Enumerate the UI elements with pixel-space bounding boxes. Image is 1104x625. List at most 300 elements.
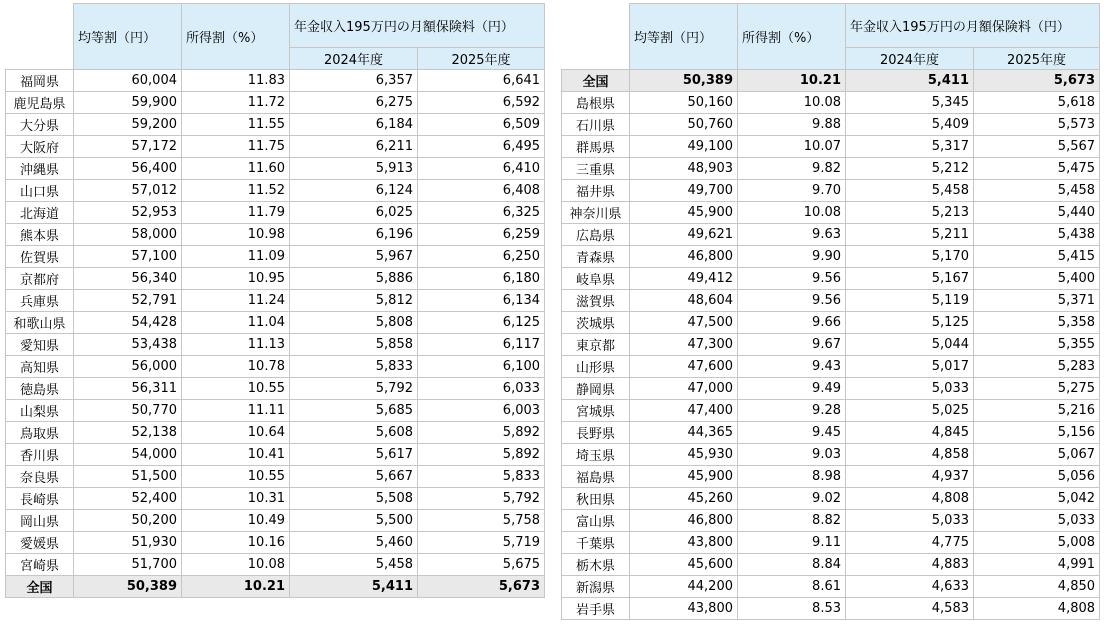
flat-rate-cell: 49,412 bbox=[630, 268, 738, 290]
flat-rate-cell: 46,800 bbox=[630, 510, 738, 532]
flat-rate-cell: 50,200 bbox=[74, 510, 182, 532]
premium-2024-cell: 5,458 bbox=[846, 180, 974, 202]
premium-2025-cell: 5,415 bbox=[974, 246, 1100, 268]
table-row bbox=[562, 356, 1100, 378]
flat-rate-cell: 44,200 bbox=[630, 576, 738, 598]
prefecture-cell: 栃木県 bbox=[562, 554, 630, 576]
income-rate-cell: 10.21 bbox=[738, 70, 846, 92]
prefecture-cell: 鳥取県 bbox=[6, 422, 74, 444]
premium-2025-cell: 5,056 bbox=[974, 466, 1100, 488]
table-row bbox=[562, 202, 1100, 224]
flat-rate-cell: 47,000 bbox=[630, 378, 738, 400]
premium-2024-cell: 5,608 bbox=[290, 422, 418, 444]
premium-2024-cell: 6,275 bbox=[290, 92, 418, 114]
prefecture-cell: 三重県 bbox=[562, 158, 630, 180]
premium-2025-cell: 5,371 bbox=[974, 290, 1100, 312]
premium-2024-cell: 5,685 bbox=[290, 400, 418, 422]
premium-2024-cell: 6,196 bbox=[290, 224, 418, 246]
prefecture-cell: 埼玉県 bbox=[562, 444, 630, 466]
table-row bbox=[562, 510, 1100, 532]
premium-2024-cell: 5,170 bbox=[846, 246, 974, 268]
premium-2024-cell: 5,409 bbox=[846, 114, 974, 136]
premium-2025-cell: 5,618 bbox=[974, 92, 1100, 114]
income-rate-cell: 11.09 bbox=[182, 246, 290, 268]
flat-rate-cell: 50,160 bbox=[630, 92, 738, 114]
prefecture-cell: 島根県 bbox=[562, 92, 630, 114]
prefecture-cell: 福井県 bbox=[562, 180, 630, 202]
flat-rate-cell: 46,800 bbox=[630, 246, 738, 268]
premium-2025-cell: 6,592 bbox=[418, 92, 545, 114]
table-row bbox=[562, 312, 1100, 334]
premium-2025-cell: 5,719 bbox=[418, 532, 545, 554]
premium-2024-cell: 6,211 bbox=[290, 136, 418, 158]
income-rate-cell: 10.98 bbox=[182, 224, 290, 246]
flat-rate-cell: 49,100 bbox=[630, 136, 738, 158]
flat-rate-cell: 45,930 bbox=[630, 444, 738, 466]
table-row bbox=[562, 422, 1100, 444]
header-fy2024: 2024年度 bbox=[846, 48, 974, 70]
table-row bbox=[562, 246, 1100, 268]
prefecture-cell: 長崎県 bbox=[6, 488, 74, 510]
premium-2025-cell: 4,808 bbox=[974, 598, 1100, 620]
premium-2024-cell: 5,808 bbox=[290, 312, 418, 334]
premium-2024-cell: 4,633 bbox=[846, 576, 974, 598]
header-corner bbox=[6, 4, 74, 70]
flat-rate-cell: 54,428 bbox=[74, 312, 182, 334]
income-rate-cell: 11.83 bbox=[182, 70, 290, 92]
premium-2024-cell: 6,025 bbox=[290, 202, 418, 224]
income-rate-cell: 9.28 bbox=[738, 400, 846, 422]
income-rate-cell: 10.08 bbox=[738, 202, 846, 224]
premium-2024-cell: 5,033 bbox=[846, 378, 974, 400]
premium-2025-cell: 6,117 bbox=[418, 334, 545, 356]
premium-2024-cell: 5,508 bbox=[290, 488, 418, 510]
premium-2025-cell: 5,156 bbox=[974, 422, 1100, 444]
premium-2025-cell: 5,283 bbox=[974, 356, 1100, 378]
prefecture-cell: 全国 bbox=[6, 576, 74, 598]
income-rate-cell: 9.66 bbox=[738, 312, 846, 334]
income-rate-cell: 10.95 bbox=[182, 268, 290, 290]
table-row bbox=[6, 444, 545, 466]
premium-2024-cell: 5,617 bbox=[290, 444, 418, 466]
prefecture-cell: 石川県 bbox=[562, 114, 630, 136]
table-row bbox=[562, 290, 1100, 312]
table-body-left bbox=[6, 70, 545, 598]
premium-2025-cell: 6,125 bbox=[418, 312, 545, 334]
income-rate-cell: 10.21 bbox=[182, 576, 290, 598]
prefecture-cell: 佐賀県 bbox=[6, 246, 74, 268]
prefecture-cell: 山形県 bbox=[562, 356, 630, 378]
prefecture-cell: 青森県 bbox=[562, 246, 630, 268]
premium-2025-cell: 5,567 bbox=[974, 136, 1100, 158]
table-row bbox=[6, 92, 545, 114]
flat-rate-cell: 47,400 bbox=[630, 400, 738, 422]
table-row bbox=[6, 290, 545, 312]
income-rate-cell: 10.08 bbox=[738, 92, 846, 114]
premium-2025-cell: 5,475 bbox=[974, 158, 1100, 180]
total-row bbox=[6, 576, 545, 598]
table-row bbox=[562, 598, 1100, 620]
prefecture-cell: 滋賀県 bbox=[562, 290, 630, 312]
header-fy2025: 2025年度 bbox=[418, 48, 545, 70]
premium-2025-cell: 6,100 bbox=[418, 356, 545, 378]
premium-2025-cell: 6,641 bbox=[418, 70, 545, 92]
table-row bbox=[6, 510, 545, 532]
income-rate-cell: 11.24 bbox=[182, 290, 290, 312]
prefecture-cell: 岡山県 bbox=[6, 510, 74, 532]
prefecture-cell: 長野県 bbox=[562, 422, 630, 444]
table-row bbox=[6, 246, 545, 268]
header-monthly-premium: 年金収入195万円の月額保険料（円） bbox=[846, 4, 1100, 48]
table-row bbox=[6, 532, 545, 554]
flat-rate-cell: 57,172 bbox=[74, 136, 182, 158]
income-rate-cell: 11.11 bbox=[182, 400, 290, 422]
premium-2024-cell: 5,500 bbox=[290, 510, 418, 532]
income-rate-cell: 9.43 bbox=[738, 356, 846, 378]
income-rate-cell: 9.56 bbox=[738, 290, 846, 312]
premium-2024-cell: 5,119 bbox=[846, 290, 974, 312]
premium-2025-cell: 6,408 bbox=[418, 180, 545, 202]
premium-2024-cell: 5,833 bbox=[290, 356, 418, 378]
premium-2025-cell: 5,067 bbox=[974, 444, 1100, 466]
table-row bbox=[562, 488, 1100, 510]
table-row bbox=[6, 378, 545, 400]
income-rate-cell: 11.72 bbox=[182, 92, 290, 114]
table-row bbox=[562, 444, 1100, 466]
prefecture-cell: 愛知県 bbox=[6, 334, 74, 356]
income-rate-cell: 9.03 bbox=[738, 444, 846, 466]
flat-rate-cell: 45,900 bbox=[630, 466, 738, 488]
income-rate-cell: 10.07 bbox=[738, 136, 846, 158]
flat-rate-cell: 50,389 bbox=[74, 576, 182, 598]
flat-rate-cell: 56,000 bbox=[74, 356, 182, 378]
premium-2024-cell: 5,345 bbox=[846, 92, 974, 114]
premium-2025-cell: 5,440 bbox=[974, 202, 1100, 224]
flat-rate-cell: 51,700 bbox=[74, 554, 182, 576]
income-rate-cell: 9.11 bbox=[738, 532, 846, 554]
premium-2025-cell: 6,180 bbox=[418, 268, 545, 290]
table-row bbox=[6, 334, 545, 356]
table-row bbox=[562, 224, 1100, 246]
income-rate-cell: 10.55 bbox=[182, 378, 290, 400]
income-rate-cell: 11.04 bbox=[182, 312, 290, 334]
flat-rate-cell: 52,400 bbox=[74, 488, 182, 510]
premium-2024-cell: 5,125 bbox=[846, 312, 974, 334]
header-income-rate: 所得割（%） bbox=[182, 4, 290, 70]
prefecture-cell: 東京都 bbox=[562, 334, 630, 356]
flat-rate-cell: 44,365 bbox=[630, 422, 738, 444]
prefecture-cell: 山口県 bbox=[6, 180, 74, 202]
flat-rate-cell: 43,800 bbox=[630, 532, 738, 554]
table-row bbox=[562, 114, 1100, 136]
prefecture-cell: 静岡県 bbox=[562, 378, 630, 400]
table-row bbox=[562, 180, 1100, 202]
flat-rate-cell: 47,500 bbox=[630, 312, 738, 334]
table-row bbox=[6, 400, 545, 422]
premium-2025-cell: 5,792 bbox=[418, 488, 545, 510]
table-row bbox=[6, 224, 545, 246]
prefecture-cell: 広島県 bbox=[562, 224, 630, 246]
premium-2025-cell: 5,758 bbox=[418, 510, 545, 532]
table-row bbox=[6, 312, 545, 334]
table-row bbox=[6, 158, 545, 180]
table-row bbox=[562, 92, 1100, 114]
premium-2024-cell: 5,167 bbox=[846, 268, 974, 290]
premium-table-right bbox=[561, 3, 1100, 620]
table-body-right bbox=[562, 70, 1100, 620]
premium-2025-cell: 4,850 bbox=[974, 576, 1100, 598]
income-rate-cell: 9.02 bbox=[738, 488, 846, 510]
premium-2025-cell: 5,008 bbox=[974, 532, 1100, 554]
prefecture-cell: 奈良県 bbox=[6, 466, 74, 488]
premium-2024-cell: 5,858 bbox=[290, 334, 418, 356]
prefecture-cell: 群馬県 bbox=[562, 136, 630, 158]
premium-2024-cell: 4,583 bbox=[846, 598, 974, 620]
flat-rate-cell: 50,770 bbox=[74, 400, 182, 422]
table-row bbox=[562, 136, 1100, 158]
income-rate-cell: 9.82 bbox=[738, 158, 846, 180]
prefecture-cell: 新潟県 bbox=[562, 576, 630, 598]
premium-2024-cell: 5,886 bbox=[290, 268, 418, 290]
income-rate-cell: 9.67 bbox=[738, 334, 846, 356]
premium-2025-cell: 6,250 bbox=[418, 246, 545, 268]
prefecture-cell: 千葉県 bbox=[562, 532, 630, 554]
flat-rate-cell: 43,800 bbox=[630, 598, 738, 620]
flat-rate-cell: 56,400 bbox=[74, 158, 182, 180]
flat-rate-cell: 48,903 bbox=[630, 158, 738, 180]
premium-2025-cell: 6,325 bbox=[418, 202, 545, 224]
premium-2024-cell: 5,017 bbox=[846, 356, 974, 378]
header-income-rate: 所得割（%） bbox=[738, 4, 846, 70]
income-rate-cell: 9.56 bbox=[738, 268, 846, 290]
income-rate-cell: 9.88 bbox=[738, 114, 846, 136]
prefecture-cell: 大阪府 bbox=[6, 136, 74, 158]
premium-2024-cell: 5,212 bbox=[846, 158, 974, 180]
income-rate-cell: 10.64 bbox=[182, 422, 290, 444]
table-row bbox=[562, 554, 1100, 576]
flat-rate-cell: 48,604 bbox=[630, 290, 738, 312]
premium-2025-cell: 5,033 bbox=[974, 510, 1100, 532]
prefecture-cell: 徳島県 bbox=[6, 378, 74, 400]
flat-rate-cell: 56,311 bbox=[74, 378, 182, 400]
premium-2025-cell: 4,991 bbox=[974, 554, 1100, 576]
premium-2024-cell: 5,812 bbox=[290, 290, 418, 312]
table-row bbox=[562, 532, 1100, 554]
premium-2024-cell: 5,033 bbox=[846, 510, 974, 532]
prefecture-cell: 香川県 bbox=[6, 444, 74, 466]
table-row bbox=[6, 422, 545, 444]
prefecture-cell: 和歌山県 bbox=[6, 312, 74, 334]
flat-rate-cell: 54,000 bbox=[74, 444, 182, 466]
premium-2025-cell: 5,673 bbox=[974, 70, 1100, 92]
prefecture-cell: 全国 bbox=[562, 70, 630, 92]
flat-rate-cell: 60,004 bbox=[74, 70, 182, 92]
prefecture-cell: 富山県 bbox=[562, 510, 630, 532]
premium-2025-cell: 5,275 bbox=[974, 378, 1100, 400]
flat-rate-cell: 56,340 bbox=[74, 268, 182, 290]
premium-2024-cell: 4,808 bbox=[846, 488, 974, 510]
prefecture-cell: 北海道 bbox=[6, 202, 74, 224]
income-rate-cell: 9.70 bbox=[738, 180, 846, 202]
premium-2024-cell: 5,213 bbox=[846, 202, 974, 224]
flat-rate-cell: 49,621 bbox=[630, 224, 738, 246]
flat-rate-cell: 51,930 bbox=[74, 532, 182, 554]
income-rate-cell: 11.13 bbox=[182, 334, 290, 356]
flat-rate-cell: 45,900 bbox=[630, 202, 738, 224]
income-rate-cell: 10.16 bbox=[182, 532, 290, 554]
prefecture-cell: 茨城県 bbox=[562, 312, 630, 334]
flat-rate-cell: 45,260 bbox=[630, 488, 738, 510]
income-rate-cell: 9.63 bbox=[738, 224, 846, 246]
prefecture-cell: 鹿児島県 bbox=[6, 92, 74, 114]
header-monthly-premium: 年金収入195万円の月額保険料（円） bbox=[290, 4, 545, 48]
income-rate-cell: 11.60 bbox=[182, 158, 290, 180]
premium-2024-cell: 5,913 bbox=[290, 158, 418, 180]
premium-2024-cell: 4,937 bbox=[846, 466, 974, 488]
premium-2025-cell: 5,673 bbox=[418, 576, 545, 598]
table-row bbox=[6, 202, 545, 224]
prefecture-cell: 福島県 bbox=[562, 466, 630, 488]
prefecture-cell: 福岡県 bbox=[6, 70, 74, 92]
flat-rate-cell: 57,012 bbox=[74, 180, 182, 202]
income-rate-cell: 8.84 bbox=[738, 554, 846, 576]
table-row bbox=[6, 268, 545, 290]
income-rate-cell: 10.49 bbox=[182, 510, 290, 532]
premium-2025-cell: 6,003 bbox=[418, 400, 545, 422]
header-fy2024: 2024年度 bbox=[290, 48, 418, 70]
table-row bbox=[6, 356, 545, 378]
flat-rate-cell: 50,389 bbox=[630, 70, 738, 92]
header-fy2025: 2025年度 bbox=[974, 48, 1100, 70]
prefecture-cell: 大分県 bbox=[6, 114, 74, 136]
income-rate-cell: 9.49 bbox=[738, 378, 846, 400]
prefecture-cell: 沖縄県 bbox=[6, 158, 74, 180]
premium-2025-cell: 6,495 bbox=[418, 136, 545, 158]
header-corner bbox=[562, 4, 630, 70]
prefecture-cell: 秋田県 bbox=[562, 488, 630, 510]
flat-rate-cell: 57,100 bbox=[74, 246, 182, 268]
prefecture-cell: 山梨県 bbox=[6, 400, 74, 422]
prefecture-cell: 京都府 bbox=[6, 268, 74, 290]
premium-2024-cell: 4,858 bbox=[846, 444, 974, 466]
table-row bbox=[562, 466, 1100, 488]
income-rate-cell: 11.75 bbox=[182, 136, 290, 158]
premium-2024-cell: 5,317 bbox=[846, 136, 974, 158]
flat-rate-cell: 53,438 bbox=[74, 334, 182, 356]
premium-2024-cell: 5,667 bbox=[290, 466, 418, 488]
premium-2024-cell: 5,411 bbox=[846, 70, 974, 92]
premium-2024-cell: 5,967 bbox=[290, 246, 418, 268]
table-row bbox=[6, 466, 545, 488]
premium-2024-cell: 5,411 bbox=[290, 576, 418, 598]
income-rate-cell: 10.78 bbox=[182, 356, 290, 378]
flat-rate-cell: 59,900 bbox=[74, 92, 182, 114]
table-row bbox=[6, 136, 545, 158]
flat-rate-cell: 47,300 bbox=[630, 334, 738, 356]
premium-2024-cell: 5,458 bbox=[290, 554, 418, 576]
income-rate-cell: 10.55 bbox=[182, 466, 290, 488]
income-rate-cell: 8.98 bbox=[738, 466, 846, 488]
premium-2025-cell: 5,042 bbox=[974, 488, 1100, 510]
table-row bbox=[6, 180, 545, 202]
table-row bbox=[6, 70, 545, 92]
prefecture-cell: 愛媛県 bbox=[6, 532, 74, 554]
premium-2025-cell: 6,410 bbox=[418, 158, 545, 180]
prefecture-cell: 宮崎県 bbox=[6, 554, 74, 576]
premium-2024-cell: 6,124 bbox=[290, 180, 418, 202]
flat-rate-cell: 52,138 bbox=[74, 422, 182, 444]
table-row bbox=[562, 158, 1100, 180]
income-rate-cell: 11.55 bbox=[182, 114, 290, 136]
premium-2025-cell: 6,033 bbox=[418, 378, 545, 400]
prefecture-cell: 宮城県 bbox=[562, 400, 630, 422]
premium-2025-cell: 5,675 bbox=[418, 554, 545, 576]
header-flat-rate: 均等割（円） bbox=[74, 4, 182, 70]
premium-2025-cell: 6,259 bbox=[418, 224, 545, 246]
prefecture-cell: 岩手県 bbox=[562, 598, 630, 620]
table-row bbox=[6, 488, 545, 510]
income-rate-cell: 11.79 bbox=[182, 202, 290, 224]
premium-2024-cell: 4,775 bbox=[846, 532, 974, 554]
premium-2024-cell: 5,211 bbox=[846, 224, 974, 246]
premium-2025-cell: 5,833 bbox=[418, 466, 545, 488]
premium-2024-cell: 5,460 bbox=[290, 532, 418, 554]
premium-2024-cell: 4,883 bbox=[846, 554, 974, 576]
table-row bbox=[562, 334, 1100, 356]
premium-2024-cell: 4,845 bbox=[846, 422, 974, 444]
flat-rate-cell: 50,760 bbox=[630, 114, 738, 136]
premium-2024-cell: 6,184 bbox=[290, 114, 418, 136]
premium-2024-cell: 6,357 bbox=[290, 70, 418, 92]
flat-rate-cell: 47,600 bbox=[630, 356, 738, 378]
premium-2025-cell: 6,509 bbox=[418, 114, 545, 136]
table-row bbox=[562, 576, 1100, 598]
flat-rate-cell: 52,791 bbox=[74, 290, 182, 312]
premium-table-left bbox=[5, 3, 545, 598]
premium-2025-cell: 5,573 bbox=[974, 114, 1100, 136]
premium-2025-cell: 5,358 bbox=[974, 312, 1100, 334]
flat-rate-cell: 45,600 bbox=[630, 554, 738, 576]
income-rate-cell: 9.90 bbox=[738, 246, 846, 268]
prefecture-cell: 熊本県 bbox=[6, 224, 74, 246]
prefecture-cell: 岐阜県 bbox=[562, 268, 630, 290]
flat-rate-cell: 52,953 bbox=[74, 202, 182, 224]
premium-2025-cell: 5,400 bbox=[974, 268, 1100, 290]
table-row bbox=[562, 400, 1100, 422]
table-row bbox=[6, 554, 545, 576]
premium-2024-cell: 5,792 bbox=[290, 378, 418, 400]
premium-2024-cell: 5,044 bbox=[846, 334, 974, 356]
flat-rate-cell: 58,000 bbox=[74, 224, 182, 246]
income-rate-cell: 8.61 bbox=[738, 576, 846, 598]
table-row bbox=[6, 114, 545, 136]
premium-2025-cell: 5,892 bbox=[418, 444, 545, 466]
header-flat-rate: 均等割（円） bbox=[630, 4, 738, 70]
premium-2024-cell: 5,025 bbox=[846, 400, 974, 422]
prefecture-cell: 神奈川県 bbox=[562, 202, 630, 224]
flat-rate-cell: 59,200 bbox=[74, 114, 182, 136]
income-rate-cell: 8.82 bbox=[738, 510, 846, 532]
premium-2025-cell: 5,438 bbox=[974, 224, 1100, 246]
income-rate-cell: 9.45 bbox=[738, 422, 846, 444]
premium-2025-cell: 5,355 bbox=[974, 334, 1100, 356]
premium-2025-cell: 5,458 bbox=[974, 180, 1100, 202]
income-rate-cell: 10.31 bbox=[182, 488, 290, 510]
flat-rate-cell: 49,700 bbox=[630, 180, 738, 202]
income-rate-cell: 10.41 bbox=[182, 444, 290, 466]
prefecture-cell: 高知県 bbox=[6, 356, 74, 378]
premium-2025-cell: 5,892 bbox=[418, 422, 545, 444]
